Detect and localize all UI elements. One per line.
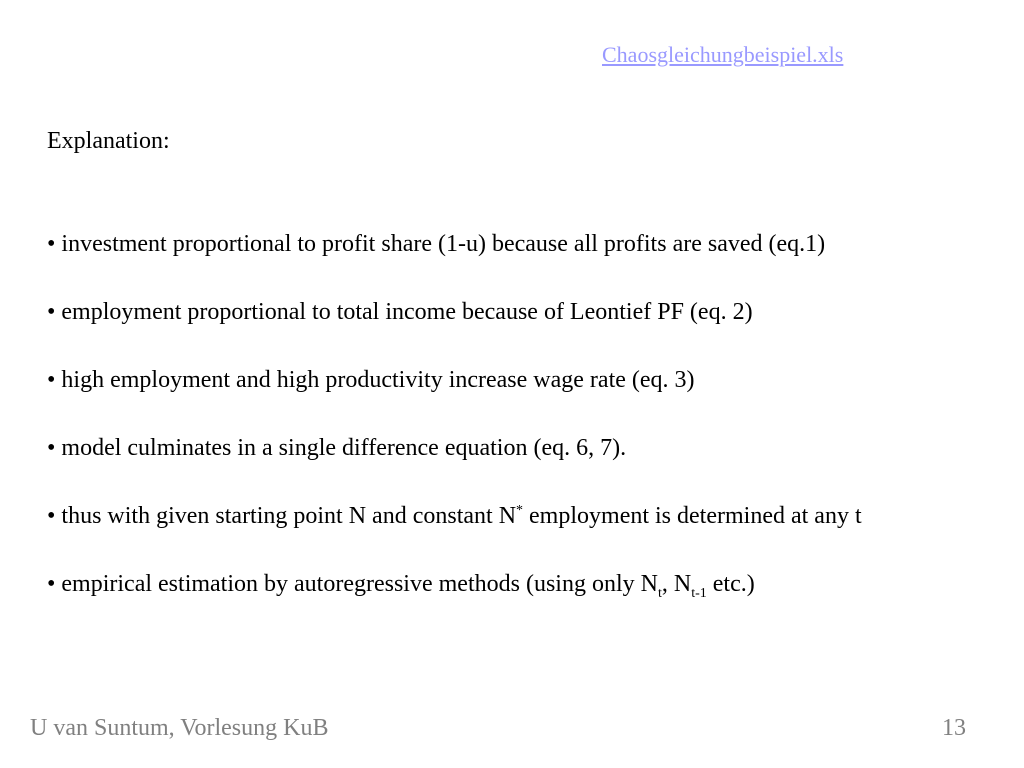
bullet-text-part-b: , N bbox=[661, 571, 692, 597]
bullet-text: model culminates in a single difference equation (eq. 6, 7). bbox=[61, 435, 627, 461]
slide-heading: Explanation: bbox=[47, 128, 170, 154]
superscript-star: * bbox=[516, 503, 524, 518]
bullet-text-part-c: etc.) bbox=[706, 571, 755, 597]
bullet-text-part-a: empirical estimation by autoregressive methods (using only N bbox=[61, 571, 658, 597]
bullet-item-starting-point bbox=[47, 501, 862, 531]
bullet-text: high employment and high productivity increase wage rate (eq. 3) bbox=[61, 367, 695, 393]
bullet-marker: • bbox=[47, 571, 56, 597]
page-number: 13 bbox=[942, 715, 966, 741]
bullet-text: investment proportional to profit share (1-u) because all profits are saved (eq.1) bbox=[61, 231, 826, 257]
bullet-text-part-a: thus with given starting point N and constant N bbox=[61, 503, 517, 529]
bullet-item-investment bbox=[47, 229, 862, 259]
spreadsheet-file-link[interactable]: Chaosgleichungbeispiel.xls bbox=[602, 42, 844, 67]
bullet-marker: • bbox=[47, 435, 56, 461]
footer-author: U van Suntum, Vorlesung KuB bbox=[30, 715, 329, 741]
bullet-marker: • bbox=[47, 231, 56, 257]
bullet-text-part-b: employment is determined at any t bbox=[523, 503, 862, 529]
bullet-marker: • bbox=[47, 367, 56, 393]
bullet-marker: • bbox=[47, 503, 56, 529]
bullet-marker: • bbox=[47, 299, 56, 325]
bullet-text: employment proportional to total income because of Leontief PF (eq. 2) bbox=[61, 299, 753, 325]
subscript-t: t bbox=[657, 585, 662, 601]
bullet-list bbox=[47, 229, 862, 637]
bullet-item-empirical-estimation bbox=[47, 569, 862, 599]
bullet-item-employment bbox=[47, 297, 862, 327]
bullet-item-difference-equation bbox=[47, 433, 862, 463]
bullet-item-wage-rate bbox=[47, 365, 862, 395]
subscript-t-minus-1: t-1 bbox=[691, 585, 707, 601]
